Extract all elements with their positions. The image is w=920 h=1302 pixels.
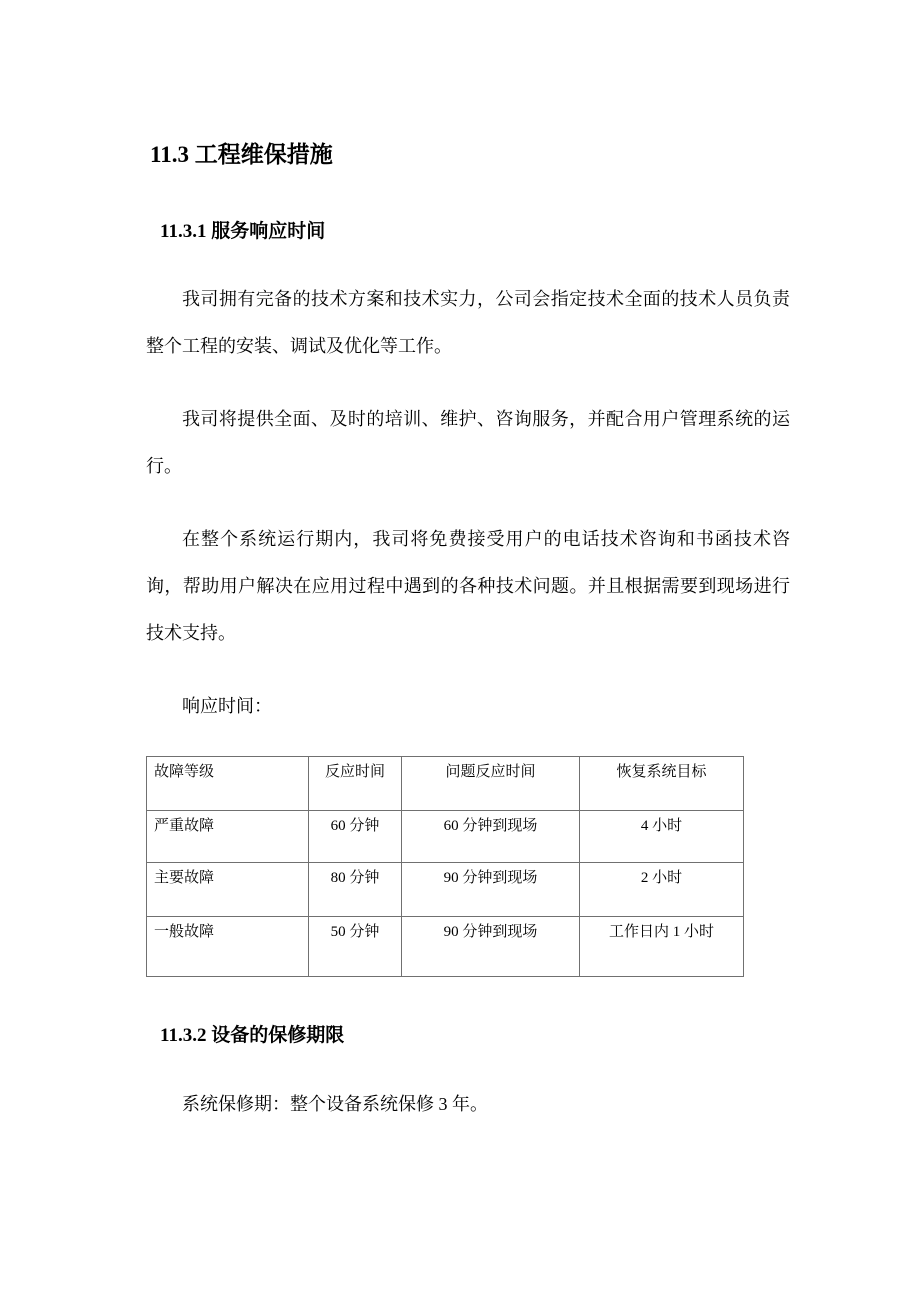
paragraph-system-warranty: 系统保修期：整个设备系统保修 3 年。: [182, 1094, 488, 1115]
table-row: [147, 811, 744, 863]
table-header-recovery-target: 恢复系统目标: [580, 757, 744, 811]
table-row: [147, 917, 744, 977]
table-cell-issue-reaction-time: 60 分钟到现场: [402, 811, 580, 863]
table-header-issue-reaction-time: 问题反应时间: [402, 757, 580, 811]
paragraph-training-service: 我司将提供全面、及时的培训、维护、咨询服务，并配合用户管理系统的运行。: [146, 409, 790, 477]
table-cell-fault-level: 主要故障: [147, 863, 309, 917]
table-cell-reaction-time: 50 分钟: [309, 917, 402, 977]
table-row: [147, 863, 744, 917]
heading-service-response-time: 11.3.1 服务响应时间: [160, 220, 326, 242]
heading-equipment-warranty-period: 11.3.2 设备的保修期限: [160, 1025, 345, 1047]
table-cell-issue-reaction-time: 90 分钟到现场: [402, 917, 580, 977]
paragraph-response-time-label: 响应时间：: [182, 696, 272, 717]
table-cell-recovery-target: 4 小时: [580, 811, 744, 863]
response-time-table: [146, 756, 744, 977]
paragraph-tech-capability: 我司拥有完备的技术方案和技术实力，公司会指定技术全面的技术人员负责整个工程的安装、调试及优化等工作。: [146, 289, 790, 357]
table-cell-issue-reaction-time: 90 分钟到现场: [402, 863, 580, 917]
table-cell-reaction-time: 80 分钟: [309, 863, 402, 917]
table-header-fault-level: 故障等级: [147, 757, 309, 811]
table-cell-fault-level: 严重故障: [147, 811, 309, 863]
main-heading: 11.3 工程维保措施: [150, 142, 333, 167]
paragraph-free-consultation: 在整个系统运行期内，我司将免费接受用户的电话技术咨询和书函技术咨询，帮助用户解决在应用过程中遇到的各种技术问题。并且根据需要到现场进行技术支持。: [146, 529, 790, 644]
table-header-reaction-time: 反应时间: [309, 757, 402, 811]
table-header-row: [147, 757, 744, 811]
table-cell-recovery-target: 2 小时: [580, 863, 744, 917]
table-cell-reaction-time: 60 分钟: [309, 811, 402, 863]
table-cell-fault-level: 一般故障: [147, 917, 309, 977]
table-cell-recovery-target: 工作日内 1 小时: [580, 917, 744, 977]
